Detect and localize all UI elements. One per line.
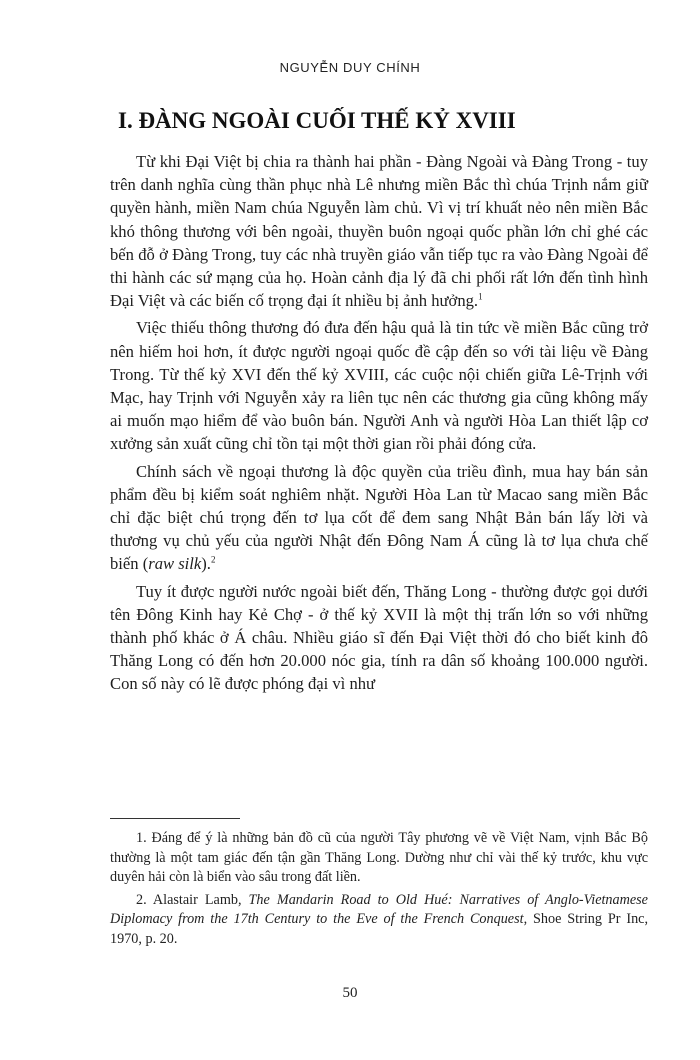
- footnote-prefix: 2. Alastair Lamb,: [136, 891, 249, 908]
- paragraph: [110, 580, 648, 696]
- paragraph: [110, 460, 648, 576]
- page-number: 50: [342, 985, 358, 1001]
- running-head: NGUYỄN DUY CHÍNH: [279, 60, 421, 75]
- paragraph: [110, 150, 648, 312]
- chapter-title: I. ĐÀNG NGOÀI CUỐI THẾ KỶ XVIII: [118, 108, 516, 133]
- paragraph-text: Việc thiếu thông thương đó đưa đến hậu quả là tin tức về miền Bắc cũng trở nên hiếm hoi hơn, ít được người ngoại quốc đề cập đến so với tài liệu về Đàng Trong. Từ thế kỷ XVI đến thế kỷ XVIII, các cuộc nội chiến giữa Lê-Trịnh với Mạc, hay Trịnh với Nguyễn xảy ra liên tục nên các thương gia cũng không mấy ai muốn mạo hiểm để vào buôn bán. Người Anh và người Hòa Lan thiết lập cơ xưởng sản xuất cũng chỉ tồn tại một thời gian rồi phải đóng cửa.: [110, 318, 648, 454]
- book-title: The Mandarin Road to Old Hué: Narratives of Anglo-Vietnamese Diplomacy from the 17th Century to the Eve of the French Conquest: [110, 891, 648, 927]
- paragraph-text: Từ khi Đại Việt bị chia ra thành hai phần - Đàng Ngoài và Đàng Trong - tuy trên danh nghĩa cùng thần phục nhà Lê nhưng miền Bắc thì chúa Trịnh nắm giữ quyền hành, miền Nam chúa Nguyễn làm chủ. Vì vị trí khuất nẻo nên miền Bắc khó thông thương với bên ngoài, thuyền buôn ngoại quốc phần lớn chỉ ghé các bến đỗ ở Đàng Trong, tuy các nhà truyền giáo vẫn tiếp tục ra vào Đàng Ngoài để thi hành các sứ mạng của họ. Hoàn cảnh địa lý đã chi phối rất lớn đến tình hình Đại Việt và các biến cố trọng đại ít nhiều bị ảnh hưởng.: [110, 152, 648, 311]
- paragraph-text: Tuy ít được người nước ngoài biết đến, Thăng Long - thường được gọi dưới tên Đông Kinh hay Kẻ Chợ - ở thế kỷ XVII là một thị trấn lớn so với những thành phố khác ở Á châu. Nhiều giáo sĩ đến Đại Việt thời đó cho biết kinh đô Thăng Long có đến hơn 20.000 nóc gia, tính ra dân số khoảng 100.000 người. Con số này có lẽ được phóng đại vì như: [110, 581, 648, 694]
- body-text: [110, 150, 648, 700]
- footnote-ref: 1: [478, 291, 483, 302]
- footnote: [110, 891, 648, 950]
- paragraph-text: Chính sách về ngoại thương là độc quyền của triều đình, mua hay bán sản phẩm đều bị kiểm soát nghiêm nhặt. Người Hòa Lan từ Macao sang miền Bắc chỉ đặc biệt chú trọng đến tơ lụa cốt để đem sang Nhật Bản bán lấy lời và thương vụ chủ yếu của người Nhật đến Đông Nam Á cũng là tơ lụa chưa chế biến (: [110, 461, 648, 574]
- italic-term: raw silk: [148, 554, 202, 574]
- paragraph-text-end: ).: [201, 554, 211, 574]
- footnotes: [110, 829, 648, 952]
- footnote: [110, 829, 648, 888]
- footnote-suffix: , Shoe String Pr Inc, 1970, p. 20.: [110, 911, 649, 947]
- footnote-ref: 2: [210, 554, 216, 565]
- footnote-divider: [110, 818, 240, 819]
- paragraph: [110, 316, 648, 455]
- footnote-text: 1. Đáng để ý là những bản đồ cũ của người Tây phương vẽ về Việt Nam, vịnh Bắc Bộ thường là một tam giác đến tận gần Thăng Long. Dường như chỉ vài thế kỷ trước, khu vực duyên hải còn là biển vào sâu trong đất liền.: [110, 830, 648, 885]
